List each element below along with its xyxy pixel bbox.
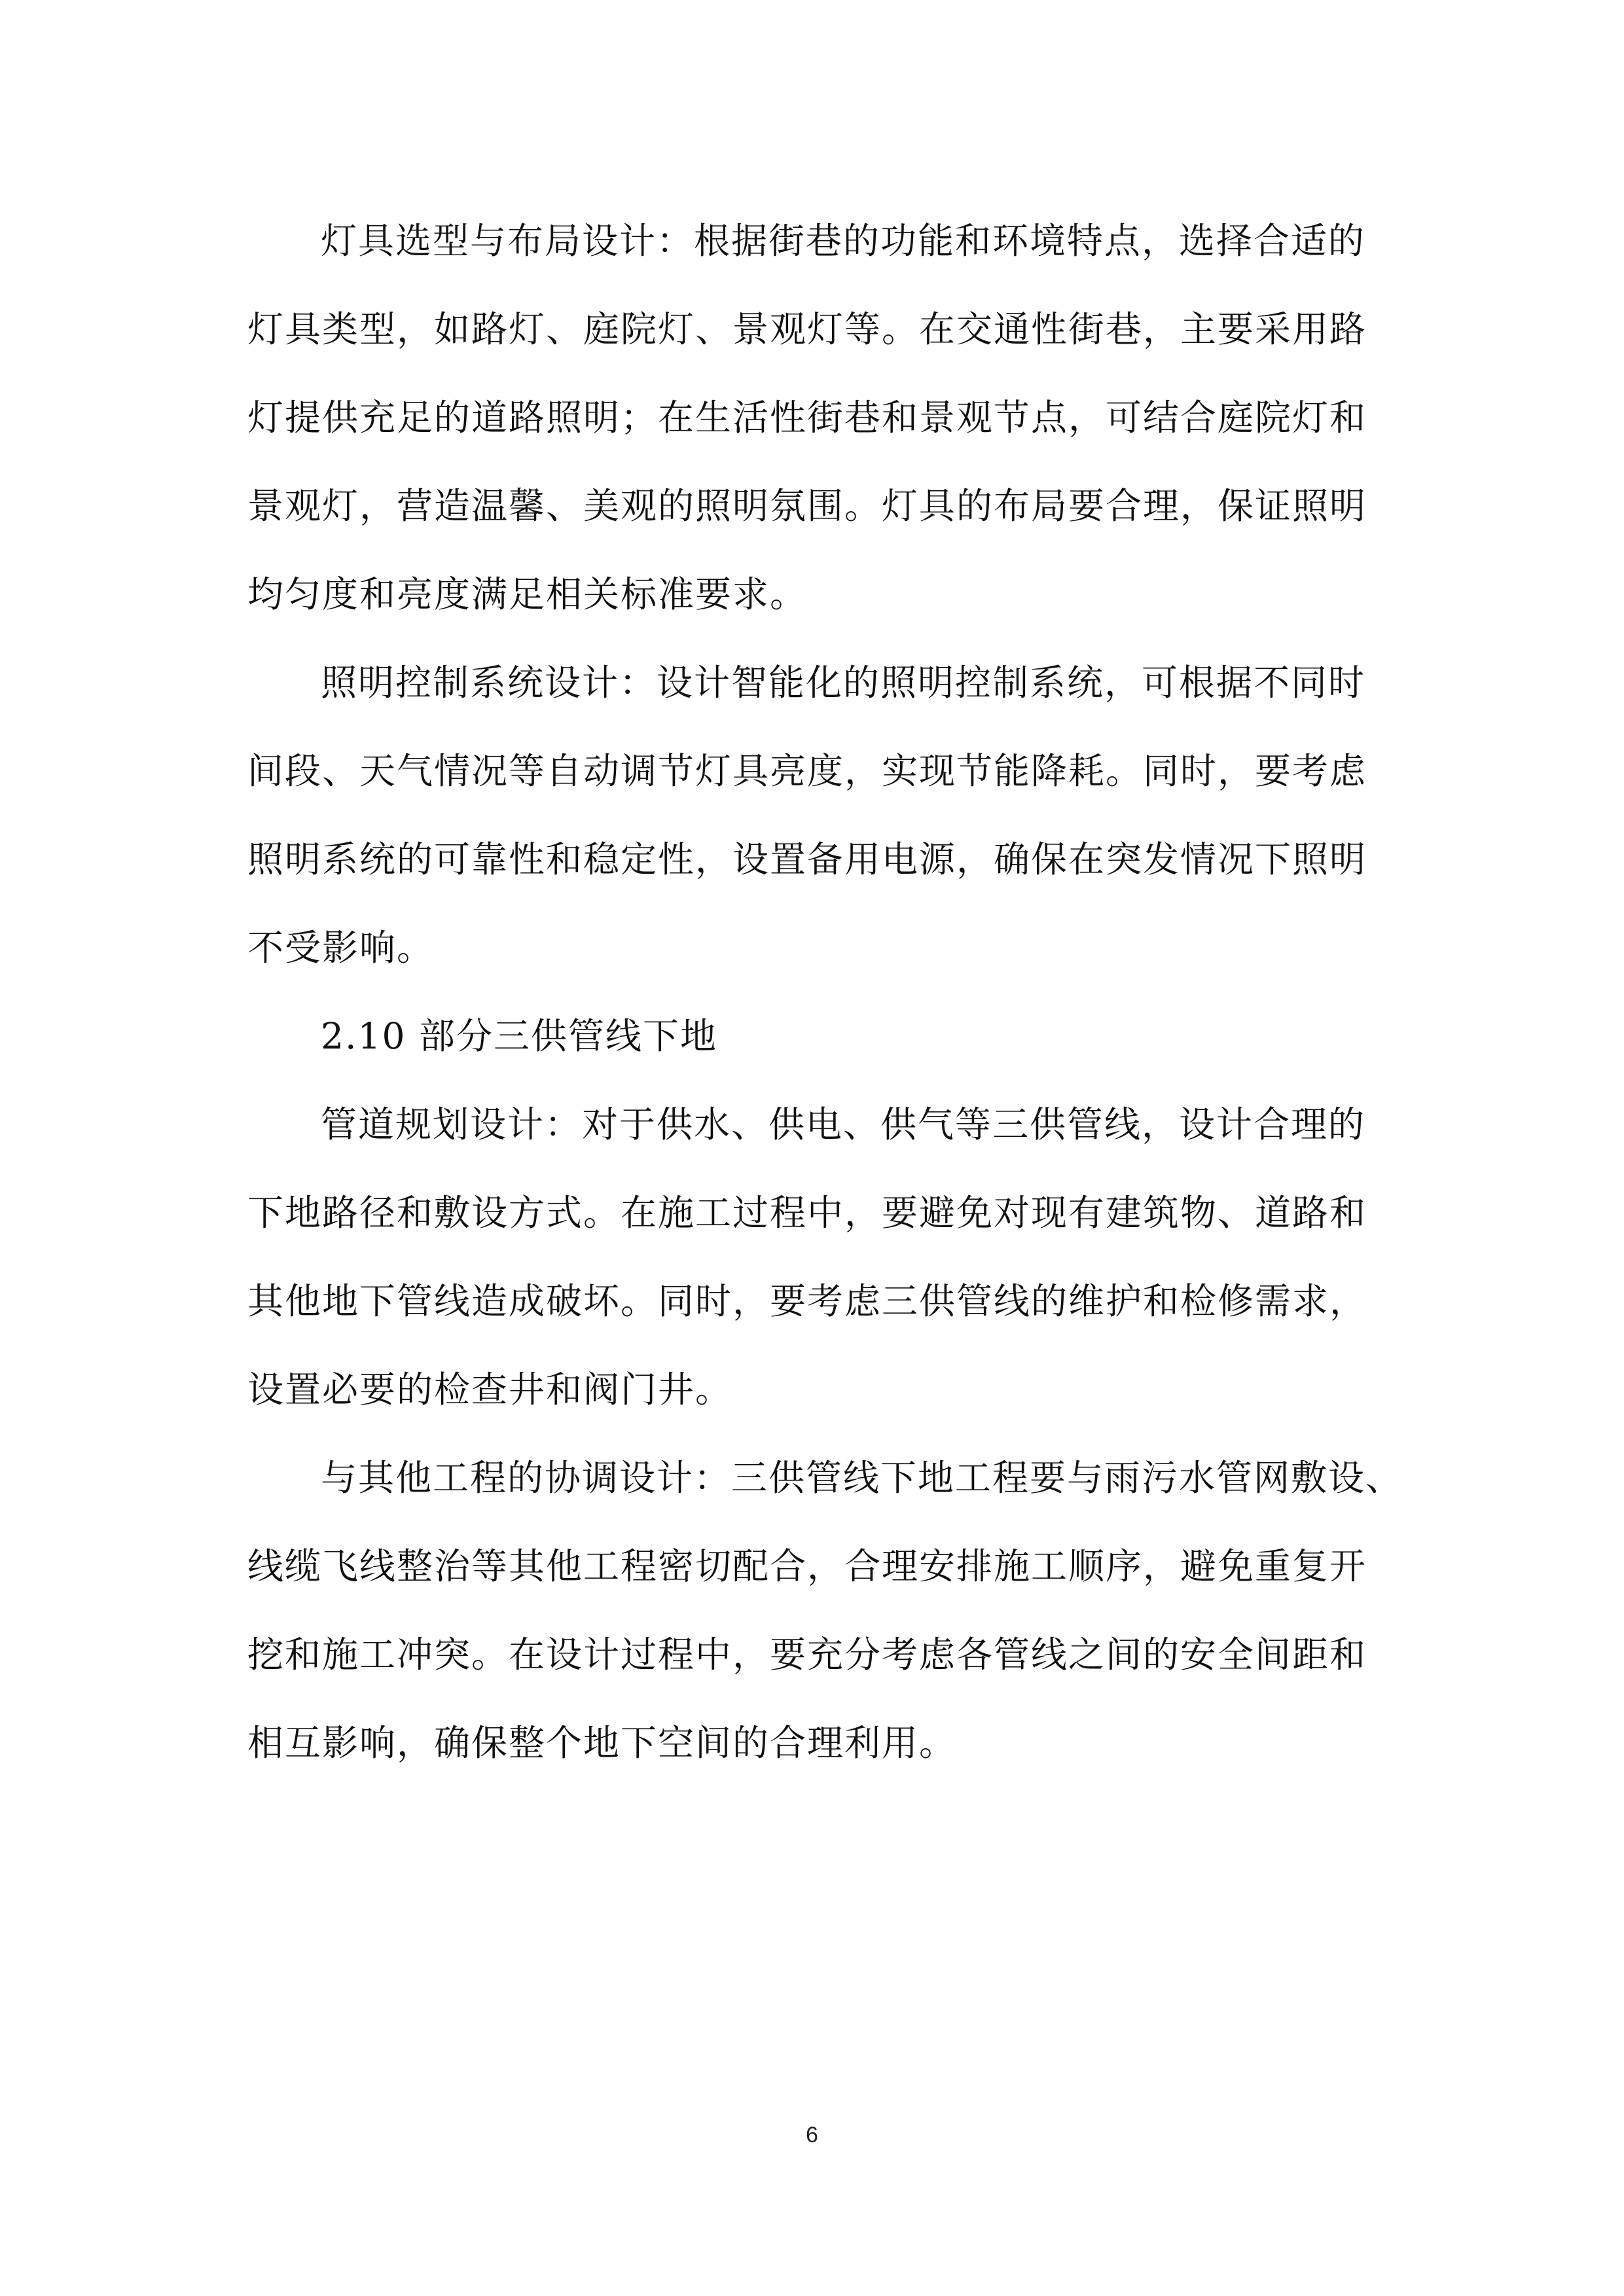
paragraph-3-line-1: 管道规划设计：对于供水、供电、供气等三供管线，设计合理的 — [321, 1103, 1366, 1145]
paragraph-2-line-1: 照明控制系统设计：设计智能化的照明控制系统，可根据不同时 — [321, 662, 1366, 704]
paragraph-1-line-3: 灯提供充足的道路照明；在生活性街巷和景观节点，可结合庭院灯和 — [247, 397, 1367, 439]
paragraph-3-line-2: 下地路径和敷设方式。在施工过程中，要避免对现有建筑物、道路和 — [247, 1192, 1367, 1234]
paragraph-1-line-5: 均匀度和亮度满足相关标准要求。 — [247, 573, 808, 615]
paragraph-2-line-2: 间段、天气情况等自动调节灯具亮度，实现节能降耗。同时，要考虑 — [247, 750, 1367, 792]
paragraph-2-line-4: 不受影响。 — [247, 927, 435, 969]
paragraph-4-line-1: 与其他工程的协调设计：三供管线下地工程要与雨污水管网敷设、 — [321, 1457, 1403, 1499]
paragraph-4-line-3: 挖和施工冲突。在设计过程中，要充分考虑各管线之间的安全间距和 — [247, 1634, 1367, 1676]
paragraph-3-line-4: 设置必要的检查井和阀门井。 — [247, 1369, 733, 1410]
page-number: 6 — [806, 2123, 818, 2147]
paragraph-1-line-1: 灯具选型与布局设计：根据街巷的功能和环境特点，选择合适的 — [321, 220, 1366, 262]
paragraph-1-line-4: 景观灯，营造温馨、美观的照明氛围。灯具的布局要合理，保证照明 — [247, 485, 1367, 527]
paragraph-2-line-3: 照明系统的可靠性和稳定性，设置备用电源，确保在突发情况下照明 — [247, 838, 1367, 880]
paragraph-1-line-2: 灯具类型，如路灯、庭院灯、景观灯等。在交通性街巷，主要采用路 — [247, 308, 1367, 350]
paragraph-3-line-3: 其他地下管线造成破坏。同时，要考虑三供管线的维护和检修需求， — [247, 1280, 1367, 1322]
paragraph-4-line-4: 相互影响，确保整个地下空间的合理利用。 — [247, 1722, 957, 1764]
paragraph-4-line-2: 线缆飞线整治等其他工程密切配合，合理安排施工顺序，避免重复开 — [247, 1545, 1367, 1587]
section-heading: 2.10 部分三供管线下地 — [321, 1015, 717, 1057]
